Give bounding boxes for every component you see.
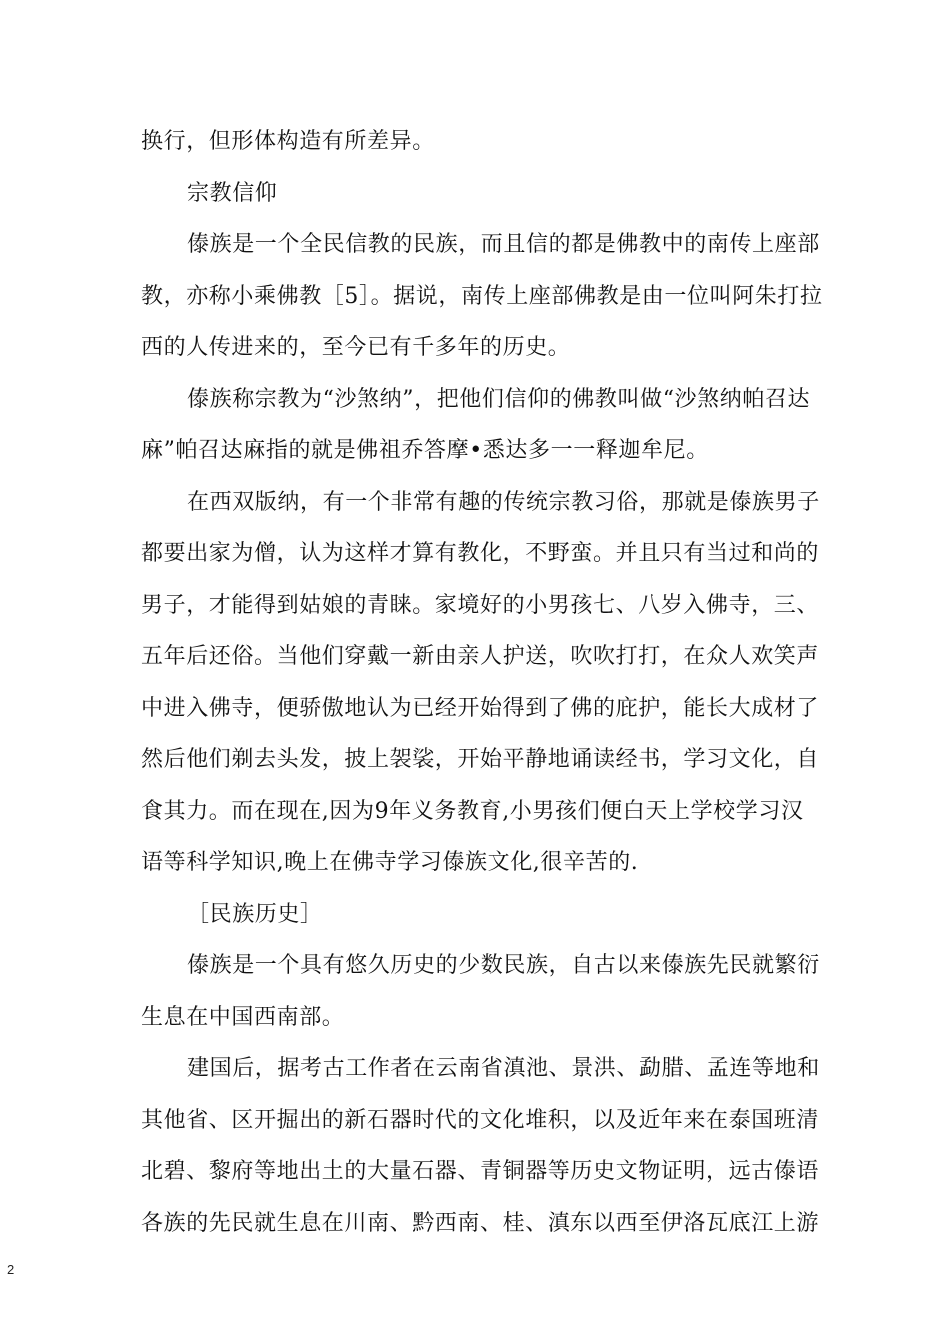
- paragraph-continuation: 换行，但形体构造有所差异。: [141, 129, 435, 154]
- section-heading-religion: 宗教信仰: [187, 180, 278, 206]
- page-number: 2: [7, 1262, 15, 1277]
- body-text: [141, 116, 823, 1249]
- section-heading-history: ［民族历史］: [187, 901, 323, 927]
- paragraph-religion-name: 傣族称宗教为“沙煞纳”，把他们信仰的佛教叫做“沙煞纳帕召达麻”帕召达麻指的就是佛祖乔答摩•悉达多一一释迦牟尼。: [141, 386, 811, 463]
- paragraph-religion-intro: 傣族是一个全民信教的民族，而且信的都是佛教中的南传上座部教，亦称小乘佛教［5］。据说，南传上座部佛教是由一位叫阿朱打拉西的人传进来的，至今已有千多年的历史。: [141, 232, 823, 360]
- paragraph-history-intro: 傣族是一个具有悠久历史的少数民族，自古以来傣族先民就繁衍生息在中国西南部。: [141, 953, 820, 1030]
- paragraph-archaeology: 建国后，据考古工作者在云南省滇池、景洪、勐腊、孟连等地和其他省、区开掘出的新石器时代的文化堆积，以及近年来在泰国班清北碧、黎府等地出土的大量石器、青铜器等历史文物证明，远古傣语各族的先民就生息在川南、黔西南、桂、滇东以西至伊洛瓦底江上游: [141, 1056, 820, 1236]
- paragraph-monk-custom: 在西双版纳，有一个非常有趣的传统宗教习俗，那就是傣族男子都要出家为僧，认为这样才算有教化，不野蛮。并且只有当过和尚的男子，才能得到姑娘的青睐。家境好的小男孩七、八岁入佛寺，三、五年后还俗。当他们穿戴一新由亲人护送，吹吹打打，在众人欢笑声中进入佛寺，便骄傲地认为已经开始得到了佛的庇护，能长大成材了然后他们剃去头发，披上袈裟，开始平静地诵读经书，学习文化，自食其力。而在现在,因为9年义务教育,小男孩们便白天上学校学习汉语等科学知识,晚上在佛寺学习傣族文化,很辛苦的.: [141, 489, 820, 875]
